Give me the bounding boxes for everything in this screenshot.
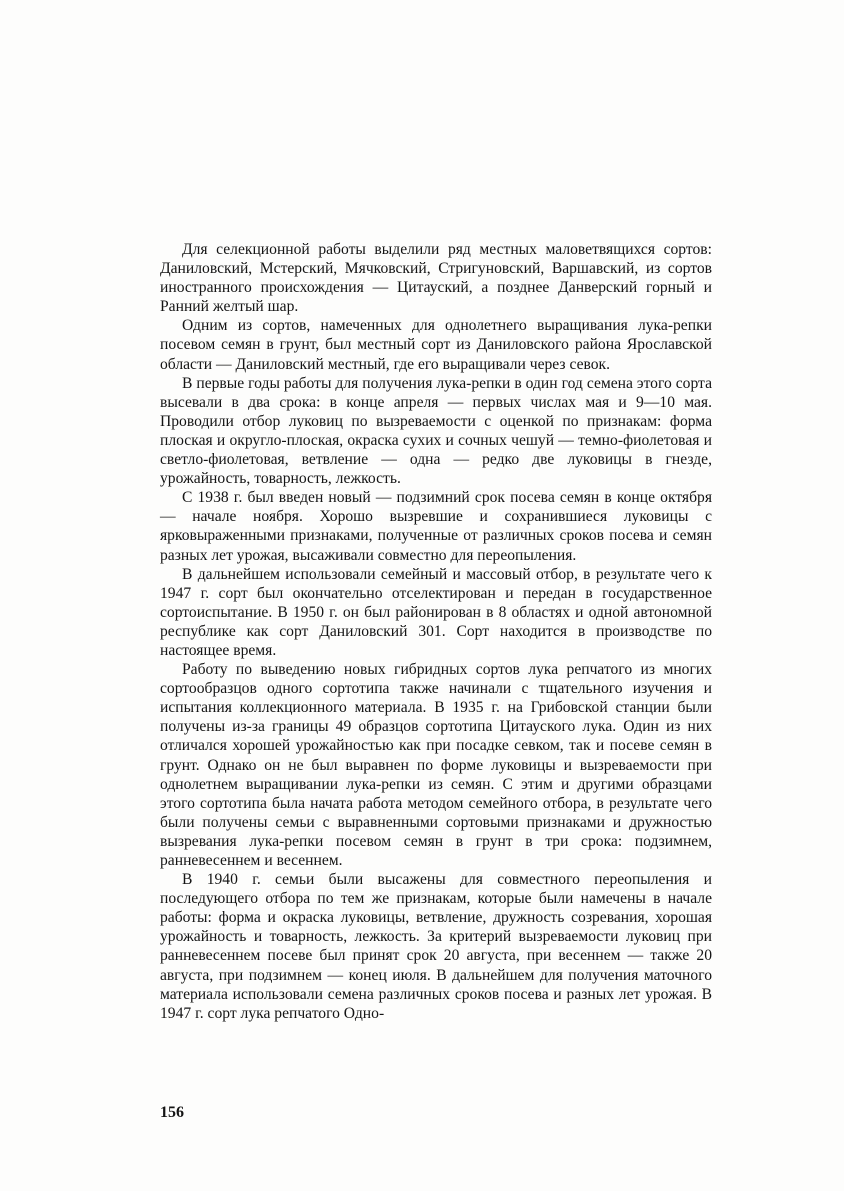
paragraph-2: Одним из сортов, намеченных для однолетнего выращивания лука-репки посевом семян в грунт, был местный сорт из Даниловского района Ярославской области — Даниловский местный, где его выращивали через севок. xyxy=(160,317,712,373)
body-text xyxy=(160,240,712,1023)
paragraph-5: В дальнейшем использовали семейный и массовый отбор, в результате чего к 1947 г. сорт был окончательно отселектирован и передан в государственное сортоиспытание. В 1950 г. он был районирован в 8 областях и одной автономной республике как сорт Даниловский 301. Сорт находится в производстве по настоящее время. xyxy=(160,565,712,659)
paragraph-3: В первые годы работы для получения лука-репки в один год семена этого сорта высевали в два срока: в конце апреля — первых числах мая и 9—10 мая. Проводили отбор луковиц по вызреваемости с оценкой по признакам: форма плоская и округло-плоская, окраска сухих и сочных чешуй — темно-фиолетовая и светло-фиолетовая, ветвление — одна — редко две луковицы в гнезде, урожайность, товарность, лежкость. xyxy=(160,374,712,488)
paragraph-7: В 1940 г. семьи были высажены для совместного переопыления и последующего отбора по тем же признакам, которые были намечены в начале работы: форма и окраска луковицы, ветвление, дружность созревания, хорошая урожайность и товарность, лежкость. За критерий вызреваемости луковиц при ранневесеннем посеве был принят срок 20 августа, при весеннем — также 20 августа, при подзимнем — конец июля. В дальнейшем для получения маточного материала использовали семена различных сроков посева и разных лет урожая. В 1947 г. сорт лука репчатого Одно- xyxy=(160,871,712,1022)
paragraph-6: Работу по выведению новых гибридных сортов лука репчатого из многих сортообразцов одного сортотипа также начинали с тщательного изучения и испытания коллекционного материала. В 1935 г. на Грибовской станции были получены из-за границы 49 образцов сортотипа Цитауского лука. Один из них отличался хорошей урожайностью как при посадке севком, так и посеве семян в грунт. Однако он не был выравнен по форме луковицы и вызреваемости при однолетнем выращивании лука-репки из семян. С этим и другими образцами этого сортотипа была начата работа методом семейного отбора, в результате чего были получены семьи с выравненными сортовыми признаками и дружностью вызревания лука-репки посевом семян в грунт в три срока: подзимнем, ранневесеннем и весеннем. xyxy=(160,661,712,869)
page-number: 156 xyxy=(160,1104,184,1121)
paragraph-4: С 1938 г. был введен новый — подзимний срок посева семян в конце октября — начале ноября. Хорошо вызревшие и сохранившиеся луковицы с ярковыраженными признаками, полученные от различных сроков посева и семян разных лет урожая, высаживали совместно для переопыления. xyxy=(160,489,712,564)
paragraph-1: Для селекционной работы выделили ряд местных маловетвящихся сортов: Даниловский, Мстерский, Мячковский, Стригуновский, Варшавский, из сортов иностранного происхождения — Цитауский, а позднее Данверский горный и Ранний желтый шар. xyxy=(160,241,712,316)
